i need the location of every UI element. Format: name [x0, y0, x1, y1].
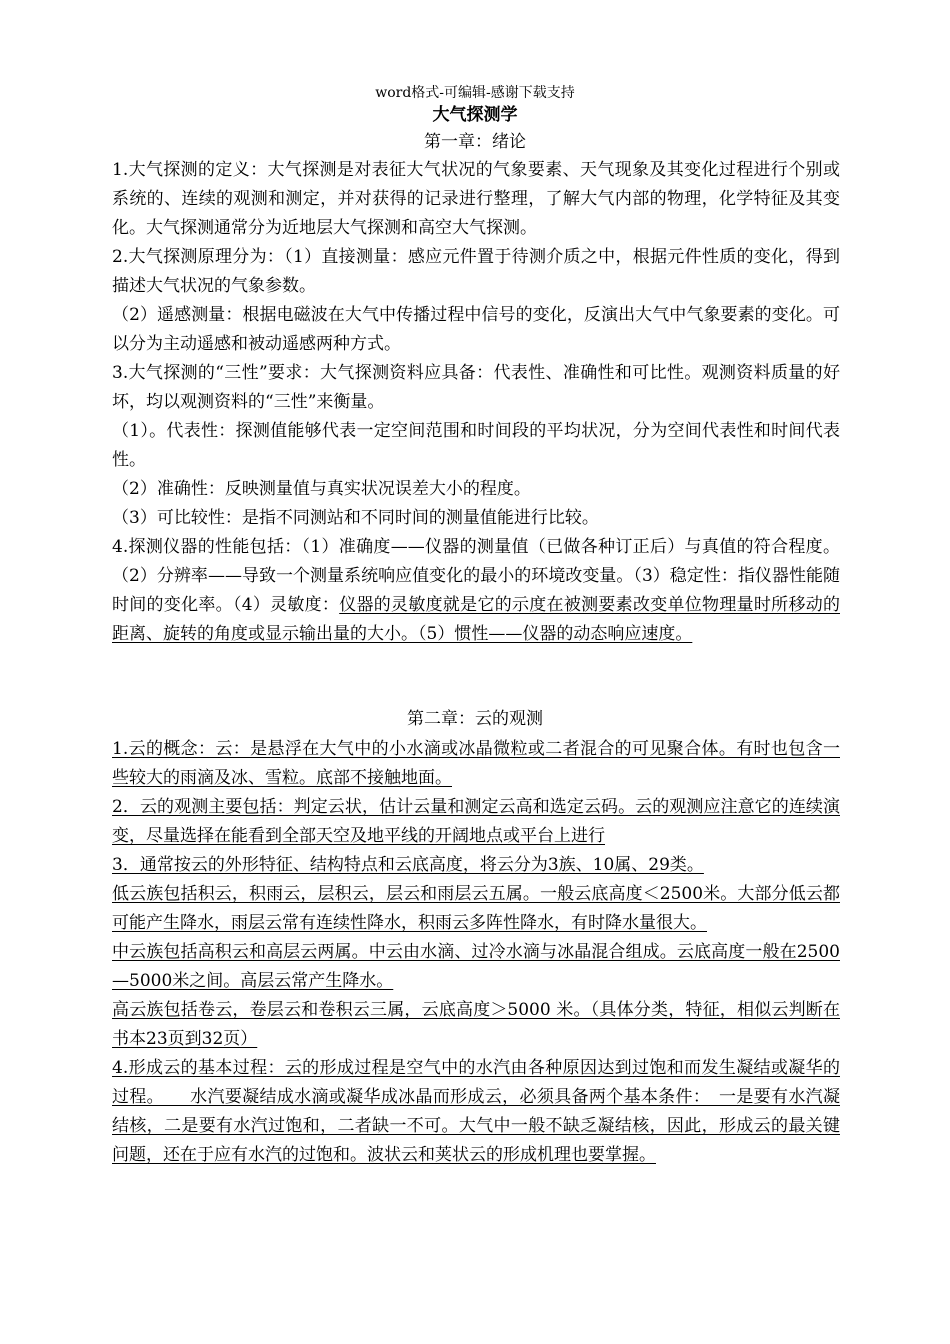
paragraph-principle: 2.大气探测原理分为：（1）直接测量：感应元件置于待测介质之中，根据元件性质的变化，得到描述大气状况的气象参数。	[112, 247, 840, 296]
chapter-2-body	[112, 735, 840, 1170]
chapter-1-body	[112, 156, 840, 649]
paragraph-remote-sensing: （2）遥感测量：根据电磁波在大气中传播过程中信号的变化，反演出大气中气象要素的变化。可以分为主动遥感和被动遥感两种方式。	[112, 305, 840, 354]
chapter-2-title: 第二章：云的观测	[407, 709, 543, 729]
paragraph-cloud-observation: 2．云的观测主要包括：判定云状，估计云量和测定云高和选定云码。云的观测应注意它的连续演变，尽量选择在能看到全部天空及地平线的开阔地点或平台上进行	[112, 797, 840, 846]
paragraph-three-properties: 3.大气探测的“三性”要求：大气探测资料应具备：代表性、准确性和可比性。观测资料质量的好坏，均以观测资料的“三性”来衡量。	[112, 363, 840, 412]
paragraph-low-clouds: 低云族包括积云，积雨云，层积云，层云和雨层云五属。一般云底高度＜2500米。大部分低云都可能产生降水，雨层云常有连续性降水，积雨云多阵性降水，有时降水量很大。	[112, 884, 840, 933]
document-title: 大气探测学	[432, 105, 518, 125]
paragraph-accuracy: （2）准确性：反映测量值与真实状况误差大小的程度。	[112, 479, 531, 499]
paragraph-cloud-concept: 1.云的概念：云：是悬浮在大气中的小水滴或冰晶微粒或二者混合的可见聚合体。有时也包含一些较大的雨滴及冰、雪粒。底部不接触地面。	[112, 739, 840, 788]
paragraph-middle-clouds: 中云族包括高积云和高层云两属。中云由水滴、过冷水滴与冰晶混合组成。云底高度一般在2500—5000米之间。高层云常产生降水。	[112, 942, 840, 991]
paragraph-high-clouds: 高云族包括卷云，卷层云和卷积云三属，云底高度＞5000 米。（具体分类，特征，相似云判断在书本23页到32页）	[112, 1000, 840, 1049]
page-header: word格式-可编辑-感谢下载支持	[375, 85, 575, 101]
paragraph-representativeness: （1）。代表性：探测值能够代表一定空间范围和时间段的平均状况，分为空间代表性和时间代表性。	[112, 421, 840, 470]
paragraph-definition: 1.大气探测的定义：大气探测是对表征大气状况的气象要素、天气现象及其变化过程进行个别或系统的、连续的观测和测定，并对获得的记录进行整理，了解大气内部的物理，化学特征及其变化。大气探测通常分为近地层大气探测和高空大气探测。	[112, 160, 840, 238]
paragraph-cloud-classification: 3．通常按云的外形特征、结构特点和云底高度，将云分为3族、10属、29类。	[112, 855, 704, 875]
paragraph-comparability: （3）可比较性：是指不同测站和不同时间的测量值能进行比较。	[112, 508, 599, 528]
paragraph-instrument-performance	[112, 533, 840, 649]
instrument-performance-text: 4.探测仪器的性能包括：（1）准确度——仪器的测量值（已做各种订正后）与真值的符合程度。（2）分辨率——导致一个测量系统响应值变化的最小的环境改变量。（3）稳定性：指仪器性能随时间的变化率。（4）灵敏度：	[112, 537, 840, 615]
paragraph-cloud-formation: 4.形成云的基本过程：云的形成过程是空气中的水汽由各种原因达到过饱和而发生凝结或凝华的过程。 水汽要凝结成水滴或凝华成冰晶而形成云，必须具备两个基本条件： 一是要有水汽凝结核，二是要有水汽过饱和，二者缺一不可。大气中一般不缺乏凝结核，因此，形成云的最关键问题，还在于应有水汽的过饱和。波状云和荚状云的形成机理也要掌握。	[112, 1058, 840, 1165]
chapter-1-title: 第一章：绪论	[424, 132, 526, 152]
sensitivity-definition-text: 仪器的灵敏度就是它的示度在被测要素改变单位物理量时所移动的距离、旋转的角度或显示输出量的大小。（5）惯性——仪器的动态响应速度。	[112, 595, 840, 644]
